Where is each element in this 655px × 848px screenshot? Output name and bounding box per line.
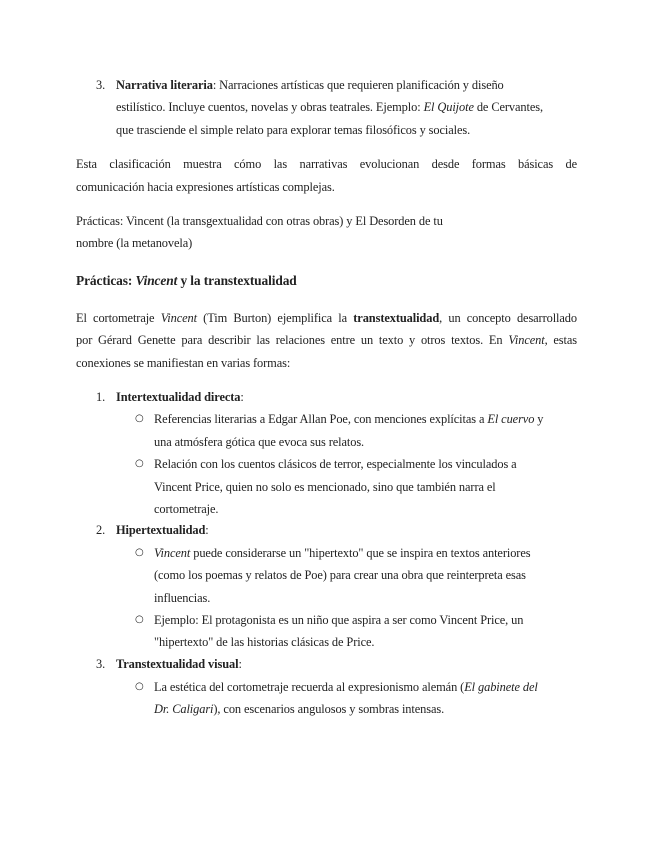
paragraph-line: conexiones se manifiestan en varias formas: xyxy=(76,356,291,370)
italic-title: Vincent xyxy=(160,311,197,325)
text-span: ), con escenarios angulosos y sombras intensas. xyxy=(213,702,445,716)
bullet-icon: ○ xyxy=(135,681,144,692)
note-line: nombre (la metanovela) xyxy=(76,236,193,250)
text-span: El cortometraje xyxy=(76,311,161,325)
text-span: Referencias literarias a Edgar Allan Poe, con menciones explícitas a xyxy=(154,412,488,426)
list-number: 2. xyxy=(96,523,106,537)
italic-title: Vincent xyxy=(508,333,545,347)
list-item-line xyxy=(116,389,244,405)
bullet-line xyxy=(154,701,444,717)
paragraph-line xyxy=(76,310,577,326)
list-number: 3. xyxy=(96,78,106,92)
list-number: 3. xyxy=(96,657,106,671)
text-span: puede considerarse un "hipertexto" que se inspira en textos anteriores xyxy=(190,546,531,560)
bullet-line: Vincent Price, quien no solo es mencionado, sino que también narra el xyxy=(154,480,496,494)
text-span: por Gérard Genette para describir las relaciones entre un texto y otros textos. En xyxy=(76,333,509,347)
heading-italic: Vincent xyxy=(135,273,178,288)
italic-title: Dr. Caligari xyxy=(154,702,214,716)
bullet-line: influencias. xyxy=(154,591,211,605)
list-item-line xyxy=(116,77,504,93)
text-span: : Narraciones artísticas que requieren planificación y diseño xyxy=(212,78,504,92)
text-span: : xyxy=(238,657,242,671)
italic-title: El Quijote xyxy=(423,100,474,114)
bullet-line: (como los poemas y relatos de Poe) para crear una obra que reinterpreta esas xyxy=(154,568,526,582)
bullet-line xyxy=(154,411,543,427)
list-number: 1. xyxy=(96,390,106,404)
bullet-line: Relación con los cuentos clásicos de terror, especialmente los vinculados a xyxy=(154,457,517,471)
text-span: : xyxy=(240,390,244,404)
italic-title: El gabinete del xyxy=(464,680,538,694)
list-item-line xyxy=(116,522,209,538)
text-span: (Tim Burton) ejemplifica la xyxy=(196,311,354,325)
text-span: , estas xyxy=(544,333,577,347)
paragraph-line: Esta clasificación muestra cómo las narrativas evolucionan desde formas básicas de xyxy=(76,157,577,171)
text-span: estilístico. Incluye cuentos, novelas y obras teatrales. Ejemplo: xyxy=(116,100,424,114)
list-item-title: Transtextualidad visual xyxy=(116,657,239,671)
bullet-line: cortometraje. xyxy=(154,502,219,516)
list-item-title: Hipertextualidad xyxy=(116,523,206,537)
paragraph-line xyxy=(76,332,577,348)
text-span: y xyxy=(534,412,544,426)
bullet-line: Ejemplo: El protagonista es un niño que aspira a ser como Vincent Price, un xyxy=(154,613,524,627)
bullet-icon: ○ xyxy=(135,547,144,558)
note-line: Prácticas: Vincent (la transgextualidad con otras obras) y El Desorden de tu xyxy=(76,214,443,228)
list-item-line xyxy=(116,656,242,672)
bullet-line: "hipertexto" de las historias clásicas de Price. xyxy=(154,635,375,649)
list-item-line: que trasciende el simple relato para explorar temas filosóficos y sociales. xyxy=(116,123,471,137)
heading-text: Prácticas: xyxy=(76,273,136,288)
text-span: de Cervantes, xyxy=(473,100,543,114)
list-item-title: Narrativa literaria xyxy=(116,78,213,92)
list-item-line xyxy=(116,99,543,115)
bold-term: transtextualidad xyxy=(353,311,440,325)
italic-title: Vincent xyxy=(154,546,191,560)
list-item-title: Intertextualidad directa xyxy=(116,390,241,404)
bullet-line xyxy=(154,545,530,561)
bullet-icon: ○ xyxy=(135,413,144,424)
bullet-icon: ○ xyxy=(135,614,144,625)
bullet-line: una atmósfera gótica que evoca sus relatos. xyxy=(154,435,365,449)
text-span: La estética del cortometraje recuerda al expresionismo alemán ( xyxy=(154,680,465,694)
italic-title: El cuervo xyxy=(487,412,535,426)
paragraph-line: comunicación hacia expresiones artísticas complejas. xyxy=(76,180,335,194)
section-heading xyxy=(76,273,297,289)
bullet-line xyxy=(154,679,538,695)
text-span: , un concepto desarrollado xyxy=(439,311,577,325)
heading-text: y la transtextualidad xyxy=(177,273,297,288)
bullet-icon: ○ xyxy=(135,458,144,469)
text-span: : xyxy=(205,523,209,537)
